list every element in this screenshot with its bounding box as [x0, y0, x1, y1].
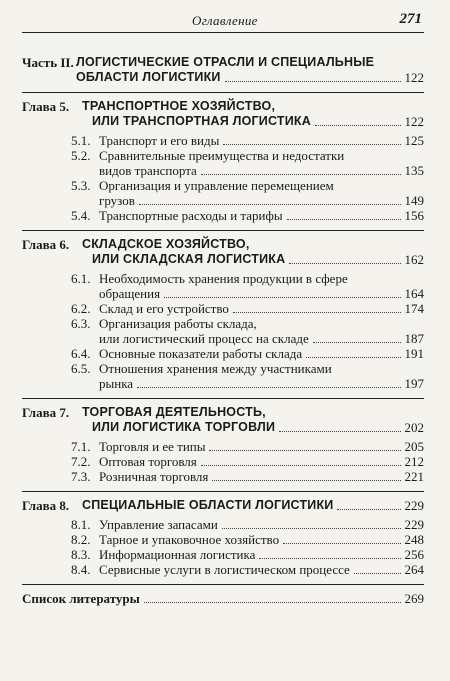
toc-section-entry[interactable]: [22, 469, 424, 484]
toc-section-entry[interactable]: [22, 346, 424, 361]
chapter-title-line2: ИЛИ СКЛАДСКАЯ ЛОГИСТИКА: [92, 252, 286, 266]
toc-section-entry[interactable]: [22, 133, 424, 148]
toc-section-entry[interactable]: [22, 316, 424, 346]
section-title: Отношения хранения между участниками: [99, 361, 332, 376]
section-title-cont: рынка: [99, 376, 134, 391]
section-title: Сервисные услуги в логистическом процессе: [99, 562, 350, 577]
section-title: Транспортные расходы и тарифы: [99, 208, 283, 223]
toc-section-entry[interactable]: [22, 439, 424, 454]
toc-chapter-section: [22, 491, 424, 577]
leader-dots: [139, 203, 401, 205]
leader-dots: [354, 572, 401, 574]
section-title: Склад и его устройство: [99, 301, 229, 316]
section-page: 205: [404, 439, 424, 454]
section-number: 6.5.: [71, 361, 91, 376]
part-title-line1: ЛОГИСТИЧЕСКИЕ ОТРАСЛИ И СПЕЦИАЛЬНЫЕ: [76, 55, 375, 69]
toc-section-entry[interactable]: [22, 517, 424, 532]
section-number: 6.3.: [71, 316, 91, 331]
chapter-page: 202: [404, 420, 424, 435]
section-number: 6.4.: [71, 346, 91, 361]
leader-dots: [287, 218, 401, 220]
section-number: 7.1.: [71, 439, 91, 454]
chapter-label: Глава 7.: [22, 405, 70, 420]
section-page: 156: [404, 208, 424, 223]
section-number: 5.3.: [71, 178, 91, 193]
part-title-line2: ОБЛАСТИ ЛОГИСТИКИ: [76, 70, 221, 84]
section-number: 5.4.: [71, 208, 91, 223]
part-page: 122: [404, 70, 424, 85]
toc-chapter-section: [22, 230, 424, 391]
section-title: Организация работы склада,: [99, 316, 257, 331]
section-number: 7.3.: [71, 469, 91, 484]
section-page: 135: [404, 163, 424, 178]
section-number: 8.1.: [71, 517, 91, 532]
table-of-contents: [22, 55, 424, 606]
chapter-title-line1: ТРАНСПОРТНОЕ ХОЗЯЙСТВО,: [82, 99, 276, 113]
header-page-number: 271: [399, 11, 422, 27]
section-number: 7.2.: [71, 454, 91, 469]
section-page: 264: [404, 562, 424, 577]
leader-dots: [306, 356, 400, 358]
toc-chapter-section: [22, 398, 424, 484]
toc-section-entry[interactable]: [22, 208, 424, 223]
leader-dots: [137, 386, 400, 388]
leader-dots: [201, 464, 401, 466]
section-title: Сравнительные преимущества и недостатки: [99, 148, 345, 163]
running-header: [22, 10, 424, 33]
section-page: 221: [404, 469, 424, 484]
section-title: Организация и управление перемещением: [99, 178, 334, 193]
leader-dots: [289, 262, 400, 264]
leader-dots: [259, 557, 400, 559]
leader-dots: [222, 527, 401, 529]
chapter-label: Глава 8.: [22, 498, 70, 513]
section-title: Оптовая торговля: [99, 454, 197, 469]
toc-section-entry[interactable]: [22, 454, 424, 469]
bibliography-label: Список литературы: [22, 591, 140, 606]
section-title: Управление запасами: [99, 517, 218, 532]
leader-dots: [164, 296, 400, 298]
bibliography-page: 269: [404, 591, 424, 606]
chapter-title-line1: СПЕЦИАЛЬНЫЕ ОБЛАСТИ ЛОГИСТИКИ: [82, 498, 334, 512]
leader-dots: [223, 143, 400, 145]
section-title-cont: грузов: [99, 193, 135, 208]
section-number: 8.4.: [71, 562, 91, 577]
toc-chapter-entry[interactable]: [22, 237, 424, 267]
toc-bibliography-entry[interactable]: [22, 584, 424, 606]
section-number: 5.1.: [71, 133, 91, 148]
section-page: 164: [404, 286, 424, 301]
toc-section-entry[interactable]: [22, 178, 424, 208]
section-number: 6.2.: [71, 301, 91, 316]
leader-dots: [209, 449, 400, 451]
section-title: Информационная логистика: [99, 547, 256, 562]
leader-dots: [233, 311, 401, 313]
section-page: 248: [404, 532, 424, 547]
chapter-page: 229: [404, 498, 424, 513]
chapter-title-line1: ТОРГОВАЯ ДЕЯТЕЛЬНОСТЬ,: [82, 405, 266, 419]
leader-dots: [212, 479, 400, 481]
toc-section-entry[interactable]: [22, 148, 424, 178]
toc-section-entry[interactable]: [22, 547, 424, 562]
section-number: 8.3.: [71, 547, 91, 562]
toc-section-entry[interactable]: [22, 532, 424, 547]
section-page: 174: [404, 301, 424, 316]
section-title-cont: или логистический процесс на складе: [99, 331, 309, 346]
header-title: Оглавление: [192, 13, 258, 28]
toc-part-entry[interactable]: [22, 55, 424, 85]
chapter-label: Глава 6.: [22, 237, 70, 252]
section-page: 197: [404, 376, 424, 391]
chapter-page: 162: [404, 252, 424, 267]
toc-chapter-entry[interactable]: [22, 498, 424, 513]
leader-dots: [315, 124, 401, 126]
leader-dots: [144, 601, 401, 603]
section-title: Необходимость хранения продукции в сфере: [99, 271, 348, 286]
section-page: 187: [404, 331, 424, 346]
leader-dots: [337, 508, 400, 510]
section-title: Розничная торговля: [99, 469, 209, 484]
section-title: Торговля и ее типы: [99, 439, 206, 454]
section-title: Тарное и упаковочное хозяйство: [99, 532, 280, 547]
toc-chapter-entry[interactable]: [22, 405, 424, 435]
section-page: 229: [404, 517, 424, 532]
section-title-cont: обращения: [99, 286, 161, 301]
section-page: 149: [404, 193, 424, 208]
leader-dots: [201, 173, 401, 175]
chapter-label: Глава 5.: [22, 99, 70, 114]
toc-section-entry[interactable]: [22, 361, 424, 391]
toc-section-entry[interactable]: [22, 562, 424, 577]
leader-dots: [279, 430, 400, 432]
toc-section-entry[interactable]: [22, 271, 424, 301]
section-number: 5.2.: [71, 148, 91, 163]
section-number: 8.2.: [71, 532, 91, 547]
leader-dots: [283, 542, 400, 544]
chapter-title-line2: ИЛИ ЛОГИСТИКА ТОРГОВЛИ: [92, 420, 276, 434]
chapter-title-line2: ИЛИ ТРАНСПОРТНАЯ ЛОГИСТИКА: [92, 114, 311, 128]
chapter-page: 122: [404, 114, 424, 129]
section-page: 256: [404, 547, 424, 562]
section-title-cont: видов транспорта: [99, 163, 197, 178]
chapter-title-line1: СКЛАДСКОЕ ХОЗЯЙСТВО,: [82, 237, 250, 251]
leader-dots: [225, 80, 401, 82]
leader-dots: [313, 341, 401, 343]
section-page: 125: [404, 133, 424, 148]
section-title: Основные показатели работы склада: [99, 346, 303, 361]
toc-chapter-entry[interactable]: [22, 99, 424, 129]
section-page: 191: [404, 346, 424, 361]
toc-section-entry[interactable]: [22, 301, 424, 316]
section-page: 212: [404, 454, 424, 469]
section-title: Транспорт и его виды: [99, 133, 220, 148]
part-label: Часть II.: [22, 55, 74, 70]
section-number: 6.1.: [71, 271, 91, 286]
toc-chapter-section: [22, 92, 424, 223]
